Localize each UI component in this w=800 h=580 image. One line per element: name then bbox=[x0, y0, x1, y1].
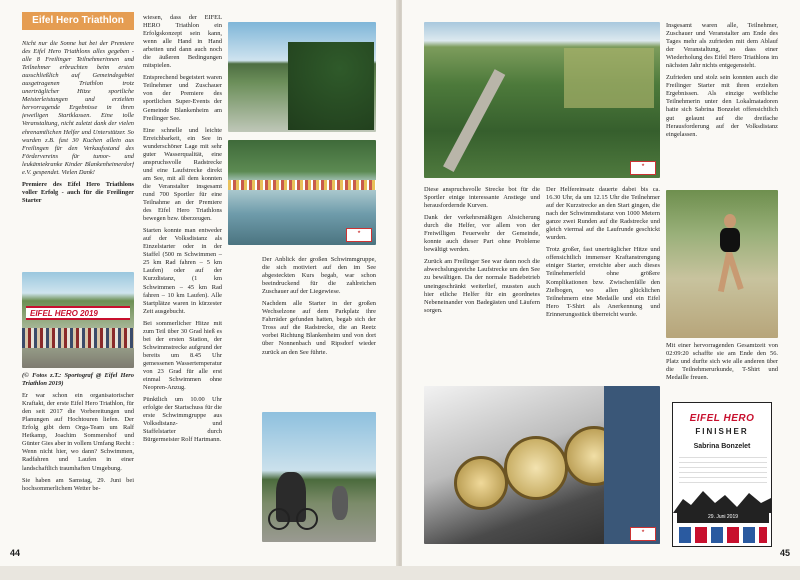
col6-paragraph-2: Zufrieden und stolz sein konnten auch die Freilinger Starter mit ihren erzielten Ergebnissen. Als einzige weibliche Teilnehmerin unter den Lokalmatadoren hatte sich Sabrina Bonzelet offensichtlich gut gelaunt auf die dreifache Herausforderung auf der Volksdistanz eingelassen. bbox=[666, 74, 778, 138]
runner-photo bbox=[666, 190, 778, 338]
sponsor-logos bbox=[679, 527, 767, 543]
col2-paragraph-4: Starten konnte man entweder auf der Volksdistanz als Einzelstarter oder in der Staffel (500 m Schwimmen – 25 km Rad fahren – 5 km Laufen) oder auf der Kurzdistanz, (1 km Schwimmen – 45 km Rad fahren – 10 km Laufen). Alle Startplätze waren in kürzester Zeit ausgebucht. bbox=[143, 227, 222, 315]
trees bbox=[288, 42, 374, 130]
col1-paragraph-2: Sie haben am Samstag, 29. Juni bei hochsommerlichem Wetter be- bbox=[22, 476, 134, 492]
bike-wheel bbox=[296, 508, 318, 530]
col6-paragraph-1: Insgesamt waren alle, Teilnehmer, Zuschauer und Veranstalter am Ende des Tages mehr als zufrieden mit dem Ablauf der Veranstaltung, so dass einer Wiederholung des Eifel Hero Triathlons im nächsten Jahr nichts entgegensteht. bbox=[666, 22, 778, 70]
runner-leg bbox=[726, 252, 743, 290]
col2-paragraph-3: Eine schnelle und leichte Erreichbarkeit, ein See in wunderschöner Lage mit sehr guter Wasserqualität, eine anspruchsvolle Radstrecke und eine Laufstrecke direkt am See, mit all dem konnten die Veranstalter insgesamt rund 700 Sportler für eine Teilnahme an der Premiere des Eifel Hero Triathlons bewegen bzw. überzeugen. bbox=[143, 126, 222, 223]
crowd bbox=[22, 328, 134, 348]
text-column-6 bbox=[666, 22, 778, 172]
aerial-photo bbox=[424, 22, 660, 178]
runner-head bbox=[724, 214, 736, 228]
jersey bbox=[604, 386, 660, 544]
col4-paragraph-2: Dank der verkehrsmäßigen Absicherung durch die Helfer, vor allem von der Freiwilligen Feuerwehr der Gemeinde, konnte auch dieser Part ohne Probleme bewältigt werden. bbox=[424, 214, 540, 254]
mountain-silhouette bbox=[673, 487, 772, 513]
text-column-5 bbox=[546, 186, 660, 386]
swim-caps bbox=[228, 180, 376, 190]
runner-torso bbox=[720, 228, 740, 252]
left-page bbox=[0, 0, 398, 566]
text-column-3 bbox=[262, 256, 376, 416]
col4-paragraph-3: Zurück am Freilinger See war dann noch die abwechslungsreiche Laufstrecke um den See zu bewältigen. Da der normale Badebetrieb uneingeschränkt weiterlief, mussten auch hier etliche Helfer für ein geordnetes Nebeneinander von Badegästen und Läufern sorgen. bbox=[424, 258, 540, 314]
col6-paragraph-3: Mit einer hervorragenden Gesamtzeit von 02:09:20 schaffte sie am Ende den 56. Platz und durfte sich wie alle anderen über die Teilnehmerurkunde, T-Shirt und Medaille freuen. bbox=[666, 342, 778, 382]
watermark-logo: ★ bbox=[630, 527, 656, 541]
col2-paragraph-2: Entsprechend begeistert waren Teilnehmer und Zuschauer von der Premiere des sportlichen Super-Events der Gemeinde Blankenheim am Freilinger See. bbox=[143, 74, 222, 122]
page-number-right: 45 bbox=[780, 548, 791, 558]
photo-caption: (© Fotos z.T.: Sportograf @ Eifel Hero Triathlon 2019) bbox=[22, 372, 134, 388]
intro-text: Nicht nur die Sonne hat bei der Premiere des Eifel Hero Triathlons alles gegeben - alle 8 Freilinger Teilnehmerinnen und Teilnehmer erbrachten beim ersten ausschließlich auf Gemeindegebiet ausgetragenen Triathlon trotz unerträglicher Hitze sportliche Meisterleistungen und erzielten hervorragende Ergebnisse in ihren jeweiligen Startklassen. Eine tolle Veranstaltung, nicht zuletzt dank der vielen ehrenamtlichen Helfer und Unterstützer. So wurden z.B. fast 30 Kuchen allein aus Freilingen für den Verkaufsstand des Fördervereins für tumor- und leukämiekranke Kinder Blankenheimerdorf e.V. gespendet. Vielen Dank! bbox=[22, 40, 134, 176]
cyclists-photo bbox=[262, 412, 376, 542]
text-column-1b bbox=[22, 372, 134, 552]
watermark-logo: ★ bbox=[346, 228, 372, 242]
certificate-logo: EIFEL HERO bbox=[689, 413, 755, 424]
results-table bbox=[679, 457, 767, 487]
field bbox=[564, 48, 654, 108]
banner bbox=[26, 306, 130, 320]
medal bbox=[454, 456, 508, 510]
article-title: Eifel Hero Triathlon bbox=[22, 12, 134, 30]
road bbox=[443, 69, 505, 172]
col2-paragraph-5: Bei sommerlicher Hitze mit zum Teil über 30 Grad hieß es bei der ersten Station, der Schwimmstrecke aufgrund der bereits um 8.45 Uhr gemessenen Wassertemperatur von 23 Grad für alle erst einmal Schwimmen ohne Neopren-Anzug. bbox=[143, 319, 222, 392]
medals-photo bbox=[424, 386, 660, 544]
banner-photo bbox=[22, 272, 134, 368]
col5-paragraph-2: Trotz großer, fast unerträglicher Hitze und offensichtlich immenser Kraftanstrengung einiger Starter, erreichte aber auch dieses Teilnehmerfeld ohne größere Komplikationen bzw. Zwischenfälle den Zielbogen, wo allen glücklichen Teilnehmern eine Medaille und ein Eifel Hero T-Shirt als Anerkennung und Erinnerungsstück überreicht wurde. bbox=[546, 246, 660, 318]
col2-paragraph-1: wiesen, dass der EIFEL HERO Triathlon ein Erfolgskonzept sein kann, wenn alle Hand in Hand arbeiten und dann auch noch die äußeren Bedingungen mitspielen. bbox=[143, 14, 222, 70]
lake-start-photo bbox=[228, 22, 376, 132]
banner-logo: EIFEL HERO 2019 bbox=[30, 309, 98, 318]
swimmers-photo bbox=[228, 140, 376, 245]
bike-wheel bbox=[268, 508, 290, 530]
watermark-logo: ★ bbox=[630, 161, 656, 175]
col2-paragraph-6: Pünktlich um 10.00 Uhr erfolgte der Startschuss für die erste Schwimmgruppe aus Volksdistanz- und Staffelstarter durch Bürgermeister Rolf Hartmann. bbox=[143, 396, 222, 444]
subheading: Premiere des Eifel Hero Triathlons voller Erfolg - auch für die Freilinger Starter bbox=[22, 180, 134, 204]
text-column-2 bbox=[143, 14, 222, 544]
col3-paragraph-2: Nachdem alle Starter in der großen Wechselzone auf dem Parkplatz ihre Fahrräder gefunden hatten, begab sich der Tross auf die Radstrecke, die an Reetz vorbei Richtung Blankenheim und von dort über Nonnenbach und Ripsdorf wieder zurück an den See führte. bbox=[262, 300, 376, 356]
col3-paragraph-1: Der Anblick der großen Schwimmgruppe, die sich motiviert auf den im See abgesteckten Kurs begab, war schon beeindruckend für die zahlreichen Zuschauer auf der Liegewiese. bbox=[262, 256, 376, 296]
medal bbox=[504, 436, 568, 500]
page-number-left: 44 bbox=[10, 548, 21, 558]
finisher-certificate bbox=[672, 402, 772, 547]
text-column-6b bbox=[666, 342, 778, 398]
certificate-subtitle: FINISHER bbox=[695, 427, 749, 436]
certificate-date: 29. Juni 2019 bbox=[677, 511, 769, 523]
col1-paragraph-1: Er war schon ein organisatorischer Kraftakt, der erste Eifel Hero Triathlon, für den seit 2017 die Vorbereitungen und Planungen auf Hochtouren liefen. Der Erfolg gibt dem Orga-Team um Ralf Hetkamp, Joachim Sommershof und Günter Gies aber in vollem Umfang Recht : Wenn nicht hier, wo dann? Schwimmen, Radfahren und Laufen in einer landschaftlich traumhaften Umgebung. bbox=[22, 392, 134, 472]
col4-paragraph-1: Diese anspruchsvolle Strecke bot für die Sportler einige interessante Anstiege und herausfordernde Kurven. bbox=[424, 186, 540, 210]
col5-paragraph-1: Der Helfereinsatz dauerte dabei bis ca. 16.30 Uhr, da um 12.15 Uhr die Teilnehmer auf der Kurzstrecke an den Start gingen, die nach der Schwimmdistanz von 1000 Metern ganze zwei Runden auf die Radstrecke und gleich viermal auf die Laufrunde geschickt wurden. bbox=[546, 186, 660, 242]
certificate-name: Sabrina Bonzelet bbox=[693, 443, 751, 450]
text-column-4 bbox=[424, 186, 540, 386]
cyclist bbox=[332, 486, 348, 520]
